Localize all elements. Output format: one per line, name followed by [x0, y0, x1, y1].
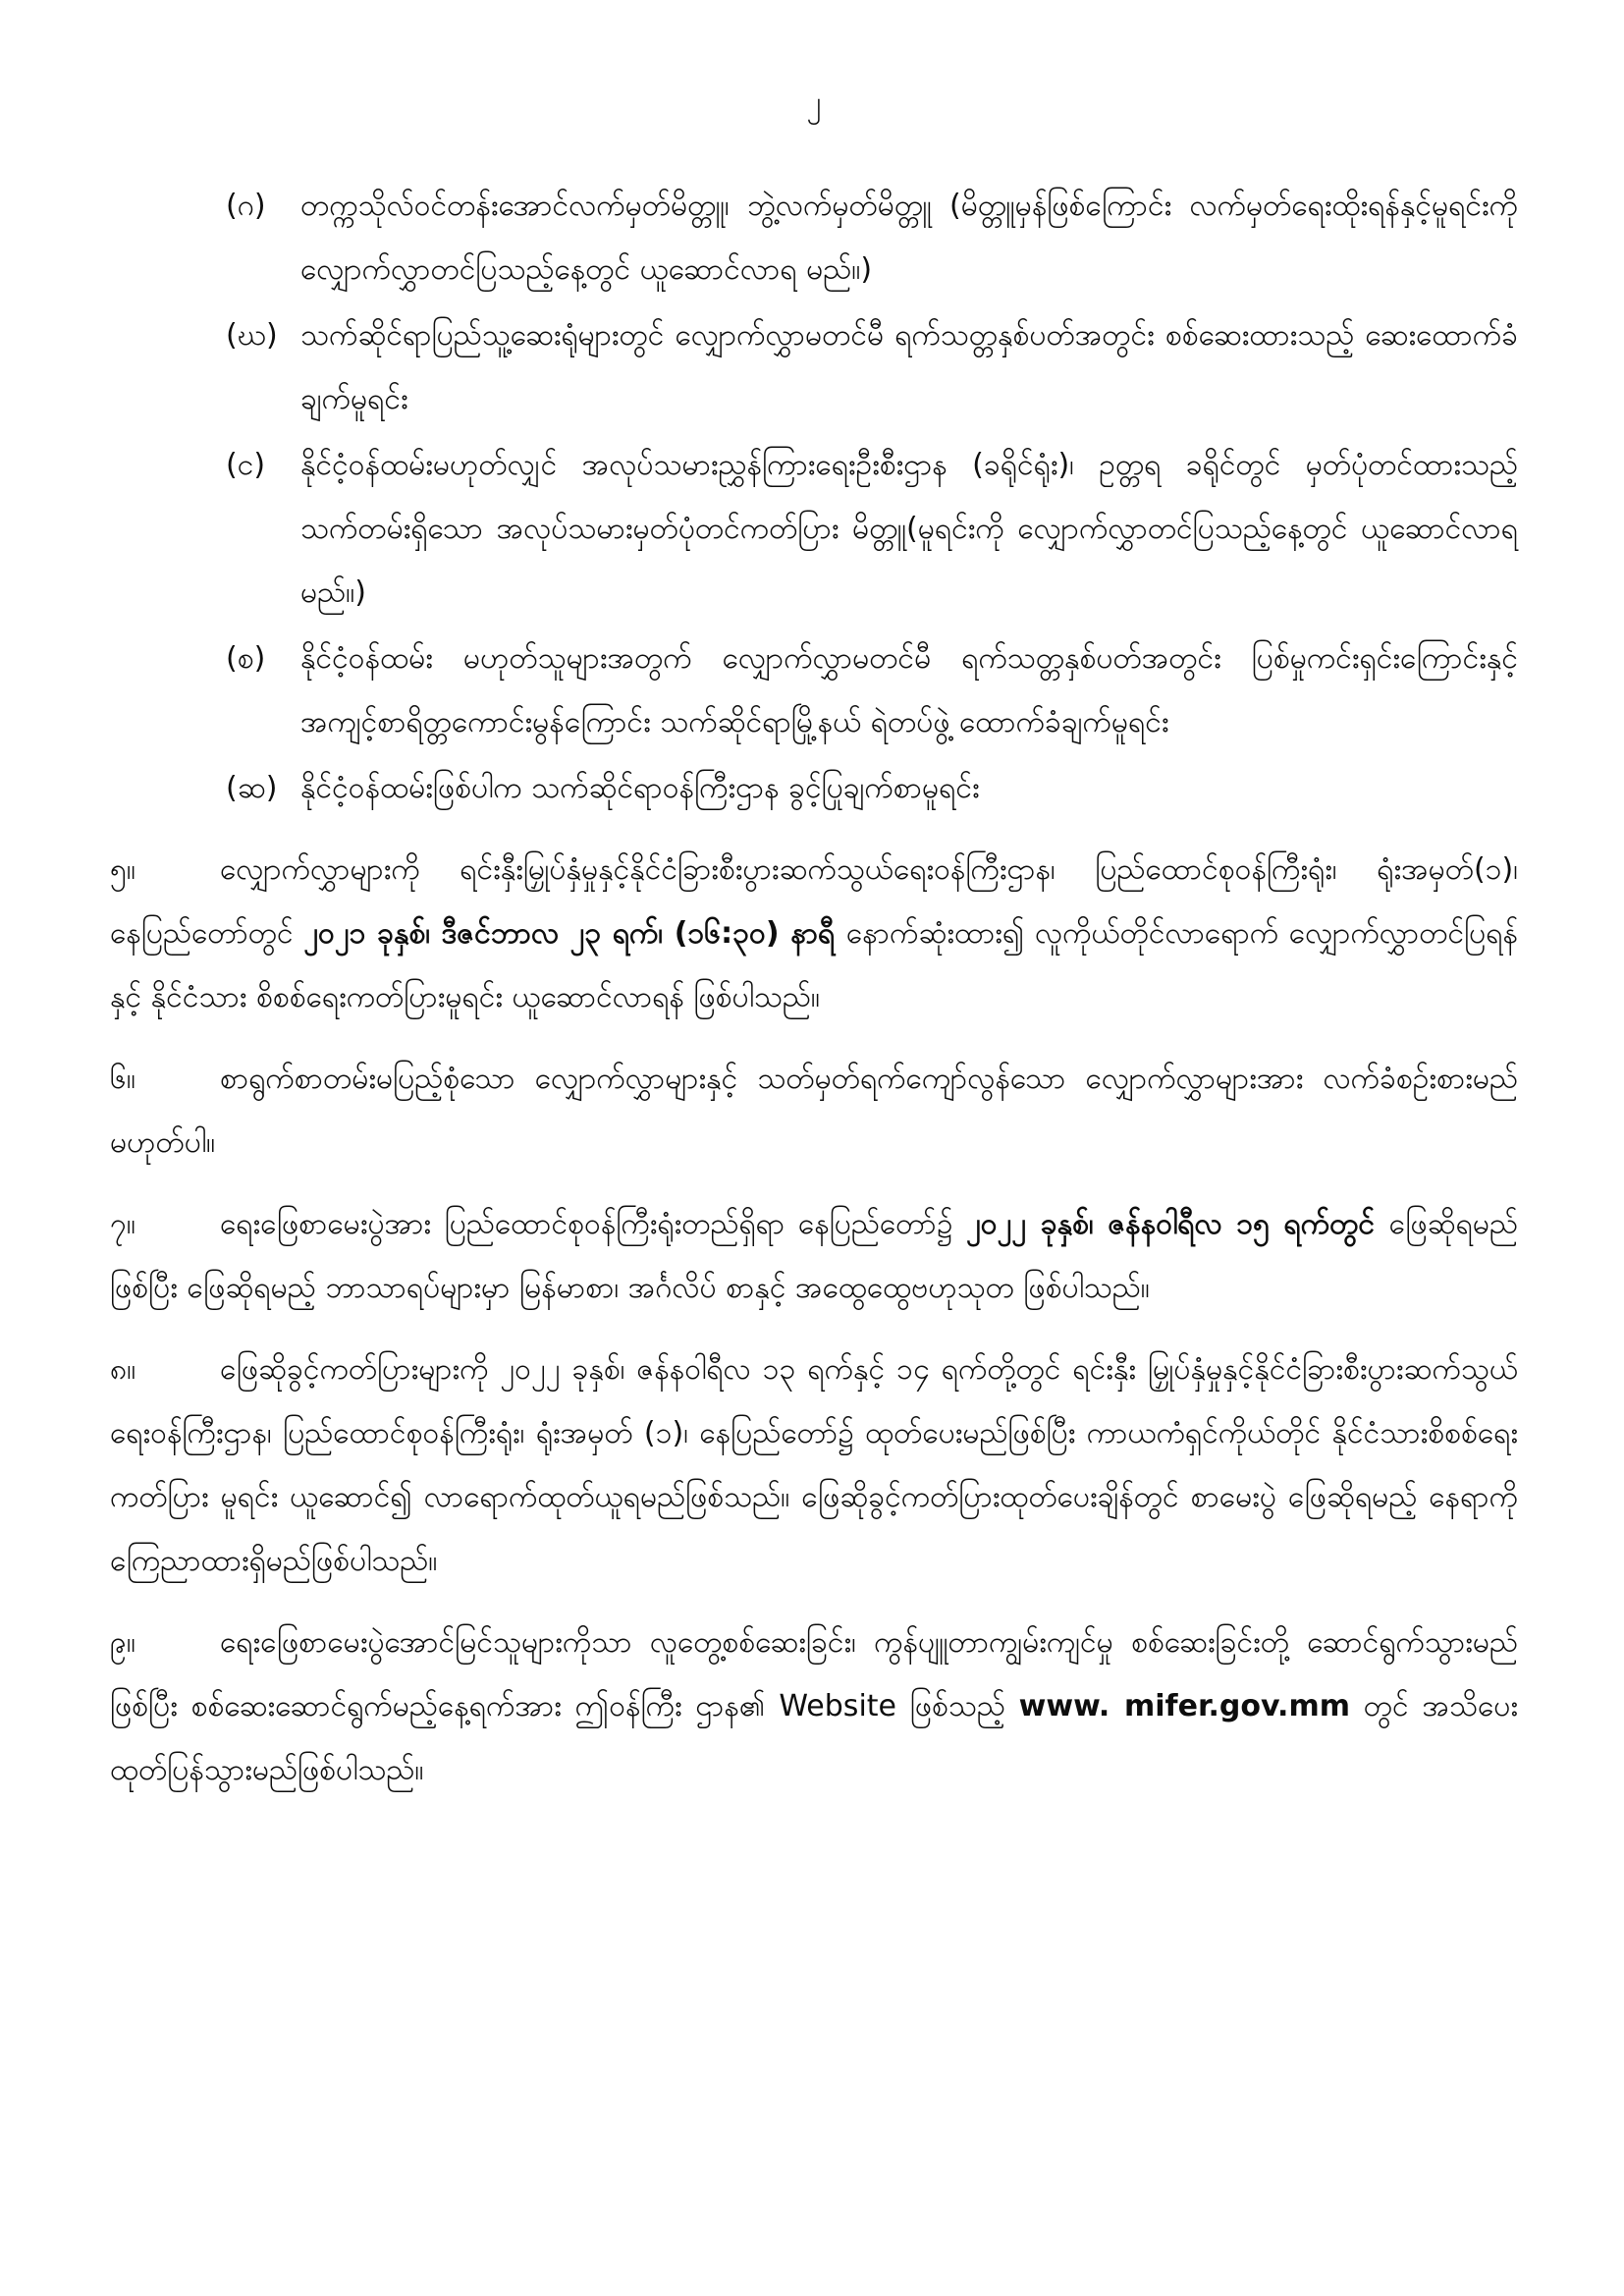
list-item-label: (စ)	[226, 641, 266, 676]
list-item-text	[300, 303, 1518, 431]
paragraph-number: ၆။	[110, 1062, 135, 1096]
paragraph-text	[110, 1062, 1518, 1160]
body-text: နိုင်ငံ့ဝန်ထမ်း မဟုတ်သူများအတွက် လျှောက်လွှာမတင်မီ ရက်သတ္တနှစ်ပတ်အတွင်း ပြစ်မှုကင်းရှင်းကြောင်းနှင့် အကျင့်စာရိတ္တကောင်းမွန်ကြောင်း သက်ဆိုင်ရာမြို့နယ် ရဲတပ်ဖွဲ့ ထောက်ခံချက်မူရင်း	[300, 641, 1518, 739]
paragraph-text	[110, 852, 1518, 1014]
list-item-text	[300, 174, 1518, 301]
numbered-paragraph	[110, 1192, 1518, 1320]
list-item-label: (ဂ)	[226, 189, 266, 223]
paragraph-text	[110, 1625, 1518, 1787]
body-text: တွင် အသိပေးထုတ်ပြန်သွားမည်ဖြစ်ပါသည်။	[110, 1689, 1518, 1787]
body-text: နိုင်ငံ့ဝန်ထမ်းဖြစ်ပါက သက်ဆိုင်ရာဝန်ကြီးဌာန ခွင့်ပြုချက်စာမူရင်း	[300, 771, 980, 805]
list-item-label: (င)	[226, 448, 266, 482]
list-item-label: (ဆ)	[226, 771, 278, 805]
numbered-paragraph	[110, 1047, 1518, 1175]
paragraph-number: ၅။	[110, 852, 135, 887]
list-item-text	[300, 433, 1518, 625]
list-item	[226, 756, 1518, 820]
body-text: လျှောက်လွှာများကို ရင်းနှီးမြှုပ်နှံမှုနှင့်နိုင်ငံခြားစီးပွားဆက်သွယ်ရေးဝန်ကြီးဌာန၊ ပြည်ထောင်စုဝန်ကြီးရုံး၊ ရုံးအမှတ်(၁)၊ နေပြည်တော်တွင်	[110, 852, 1518, 951]
list-item-text	[300, 627, 1518, 754]
body-text: ရေးဖြေစာမေးပွဲအား ပြည်ထောင်စုဝန်ကြီးရုံးတည်ရှိရာ နေပြည်တော်၌	[220, 1207, 967, 1241]
body-text: ဖြေဆိုရမည်ဖြစ်ပြီး ဖြေဆိုရမည့် ဘာသာရပ်များမှာ မြန်မာစာ၊ အင်္ဂလိပ် စာနှင့် အထွေထွေဗဟုသုတ ဖြစ်ပါသည်။	[110, 1207, 1518, 1305]
emphasized-text: ၂၀၂၂ ခုနှစ်၊ ဇန်နဝါရီလ ၁၅ ရက်တွင်	[966, 1207, 1389, 1241]
paragraph-number: ၈။	[110, 1352, 136, 1387]
list-item	[226, 433, 1518, 625]
body-text: စာရွက်စာတမ်းမပြည့်စုံသော လျှောက်လွှာများနှင့် သတ်မှတ်ရက်ကျော်လွန်သော လျှောက်လွှာများအား လက်ခံစဉ်းစားမည်မဟုတ်ပါ။	[110, 1062, 1518, 1160]
paragraph-text	[110, 1352, 1518, 1578]
list-item	[226, 303, 1518, 431]
emphasized-text: www. mifer.gov.mm	[1018, 1689, 1350, 1723]
paragraph-number: ၉။	[110, 1625, 135, 1660]
list-item-text	[300, 756, 1518, 820]
body-text: သက်ဆိုင်ရာပြည်သူ့ဆေးရုံများတွင် လျှောက်လွှာမတင်မီ ရက်သတ္တနှစ်ပတ်အတွင်း စစ်ဆေးထားသည့် ဆေးထောက်ခံချက်မူရင်း	[300, 318, 1518, 416]
paragraph-text	[110, 1207, 1518, 1305]
list-item-label: (ဃ)	[226, 318, 278, 353]
numbered-paragraph	[110, 838, 1518, 1029]
body-text: ဖြေဆိုခွင့်ကတ်ပြားများကို ၂၀၂၂ ခုနှစ်၊ ဇန်နဝါရီလ ၁၃ ရက်နှင့် ၁၄ ရက်တို့တွင် ရင်းနှီး မြှုပ်နှံမှုနှင့်နိုင်ငံခြားစီးပွားဆက်သွယ်ရေးဝန်ကြီးဌာန၊ ပြည်ထောင်စုဝန်ကြီးရုံး၊ ရုံးအမှတ် (၁)၊ နေပြည်တော်၌ ထုတ်ပေးမည်ဖြစ်ပြီး ကာယကံရှင်ကိုယ်တိုင် နိုင်ငံသားစိစစ်ရေးကတ်ပြား မူရင်း ယူဆောင်၍ လာရောက်ထုတ်ယူရမည်ဖြစ်သည်။ ဖြေဆိုခွင့်ကတ်ပြားထုတ်ပေးချိန်တွင် စာမေးပွဲ ဖြေဆိုရမည့် နေရာကို ကြေညာထားရှိမည်ဖြစ်ပါသည်။	[110, 1352, 1518, 1578]
page-number: ၂	[806, 85, 822, 120]
numbered-paragraph	[110, 1611, 1518, 1802]
list-item	[226, 627, 1518, 754]
body-text: နိုင်ငံ့ဝန်ထမ်းမဟုတ်လျှင် အလုပ်သမားညွှန်ကြားရေးဦးစီးဌာန (ခရိုင်ရုံး)၊ ဥတ္တရ ခရိုင်တွင် မှတ်ပုံတင်ထားသည့် သက်တမ်းရှိသော အလုပ်သမားမှတ်ပုံတင်ကတ်ပြား မိတ္တူ(မူရင်းကို လျှောက်လွှာတင်ပြသည့်နေ့တွင် ယူဆောင်လာရမည်။)	[300, 448, 1518, 610]
list-item	[226, 174, 1518, 301]
body-text: နောက်ဆုံးထား၍ လူကိုယ်တိုင်လာရောက် လျှောက်လွှာတင်ပြရန်နှင့် နိုင်ငံသား စိစစ်ရေးကတ်ပြားမူရင်း ယူဆောင်လာရန် ဖြစ်ပါသည်။	[110, 916, 1519, 1014]
numbered-paragraph	[110, 1338, 1518, 1593]
emphasized-text: ၂၀၂၁ ခုနှစ်၊ ဒီဇင်ဘာလ ၂၃ ရက်၊ (၁၆:၃၀) နာရီ	[303, 916, 846, 951]
body-text: တက္ကသိုလ်ဝင်တန်းအောင်လက်မှတ်မိတ္တူ၊ ဘွဲ့လက်မှတ်မိတ္တူ (မိတ္တူမှန်ဖြစ်ကြောင်း လက်မှတ်ရေးထိုးရန်နှင့်မူရင်းကို လျှောက်လွှာတင်ပြသည့်နေ့တွင် ယူဆောင်လာရ မည်။)	[300, 189, 1518, 287]
paragraph-number: ၇။	[110, 1207, 135, 1241]
body-text: ရေးဖြေစာမေးပွဲအောင်မြင်သူများကိုသာ လူတွေ့စစ်ဆေးခြင်း၊ ကွန်ပျူတာကျွမ်းကျင်မှု စစ်ဆေးခြင်းတို့ ဆောင်ရွက်သွားမည်ဖြစ်ပြီး စစ်ဆေးဆောင်ရွက်မည့်နေ့ရက်အား ဤဝန်ကြီး ဌာန၏ Website ဖြစ်သည့်	[110, 1625, 1518, 1723]
requirements-list	[110, 174, 1518, 820]
